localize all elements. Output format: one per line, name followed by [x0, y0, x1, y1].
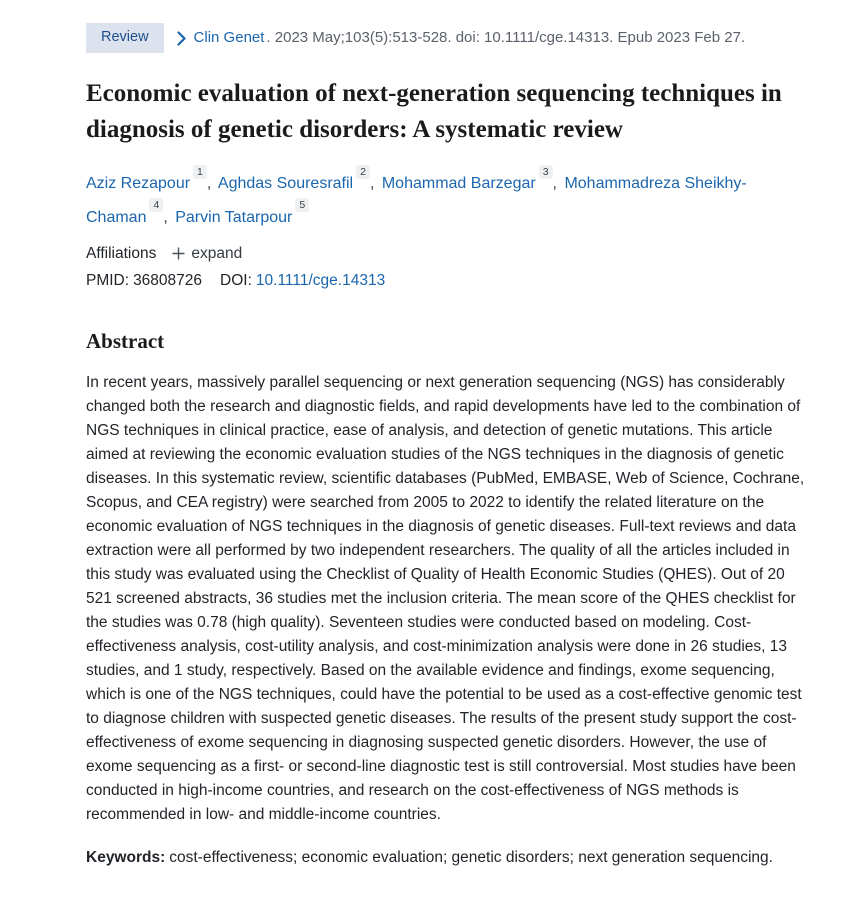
author-separator: ,: [206, 175, 212, 193]
affiliations-label: Affiliations: [86, 244, 157, 262]
citation-text: . 2023 May;103(5):513-528. doi: 10.1111/cge.14313. Epub 2023 Feb 27.: [266, 29, 746, 46]
affiliation-superscript[interactable]: 5: [295, 198, 309, 212]
author-link[interactable]: Parvin Tatarpour: [175, 208, 293, 226]
journal-link[interactable]: Clin Genet: [193, 29, 265, 46]
pubmed-abstract-page: [86, 0, 808, 870]
keywords-label: Keywords:: [86, 848, 166, 866]
expand-label: expand: [191, 244, 243, 262]
author-item: [381, 166, 565, 193]
identifiers-row: [86, 272, 808, 290]
author-item: [86, 166, 218, 193]
publication-type-badge: Review: [86, 23, 164, 53]
authors-list: [86, 165, 808, 232]
affiliation-superscript[interactable]: 2: [356, 165, 370, 179]
author-link[interactable]: Aghdas Souresrafil: [217, 175, 354, 193]
doi-group: [220, 272, 385, 289]
chevron-right-icon: [176, 31, 187, 46]
article-citation-header: [86, 23, 808, 53]
author-link[interactable]: Aziz Rezapour: [86, 175, 191, 193]
affiliation-superscript[interactable]: 3: [539, 165, 553, 179]
plus-icon: [172, 247, 185, 260]
doi-label: DOI:: [220, 271, 252, 289]
author-separator: ,: [369, 175, 375, 193]
author-separator: ,: [163, 208, 168, 226]
abstract-text: In recent years, massively parallel sequencing or next generation sequencing (NGS) has considerably changed both the research and diagnostic fields, and rapid developments have led to the combination of NGS techniques in clinical practice, ease of analysis, and detection of genetic mutations. This article aimed at reviewing the economic evaluation studies of the NGS techniques in the diagnosis of genetic diseases. In this systematic review, scientific databases (PubMed, EMBASE, Web of Science, Cochrane, Scopus, and CEA registry) were searched from 2005 to 2022 to identify the related literature on the economic evaluation of NGS techniques in the diagnosis of genetic diseases. Full-text reviews and data extraction were all performed by two independent researchers. The quality of all the articles included in this study was evaluated using the Checklist of Quality of Health Economic Studies (QHES). Out of 20 521 screened abstracts, 36 studies met the inclusion criteria. The mean score of the QHES checklist for the studies was 0.78 (high quality). Seventeen studies were conducted based on modeling. Cost-effectiveness analysis, cost-utility analysis, and cost-minimization analysis were done in 26 studies, 13 studies, and 1 study, respectively. Based on the available evidence and findings, exome sequencing, which is one of the NGS techniques, could have the potential to be used as a cost-effective genomic test to diagnose children with suspected genetic diseases. The results of the present study support the cost-effectiveness of exome sequencing in diagnosing suspected genetic disorders. However, the use of exome sequencing as a first- or second-line diagnostic test is still controversial. Most studies have been conducted in high-income countries, and research on the cost-effectiveness of NGS methods is recommended in low- and middle-income countries.: [86, 373, 805, 823]
author-separator: ,: [552, 175, 557, 193]
author-item: [175, 199, 309, 226]
expand-affiliations-button[interactable]: [172, 245, 242, 263]
pmid-label: PMID:: [86, 271, 130, 289]
keywords-paragraph: [86, 846, 808, 870]
affiliation-superscript[interactable]: 4: [149, 198, 163, 212]
doi-link[interactable]: 10.1111/cge.14313: [255, 271, 386, 289]
keywords-text: cost-effectiveness; economic evaluation; genetic disorders; next generation sequencing.: [169, 848, 773, 866]
author-item: [217, 166, 382, 193]
pmid-value: 36808726: [133, 271, 203, 289]
affiliation-superscript[interactable]: 1: [193, 165, 207, 179]
author-link[interactable]: Mohammad Barzegar: [381, 175, 536, 193]
author-link[interactable]: Mohammadreza Sheikhy-Chaman: [86, 175, 747, 226]
article-title: Economic evaluation of next-generation sequencing techniques in diagnosis of genetic disorders: A systematic review: [86, 80, 782, 143]
abstract-heading: Abstract: [86, 328, 165, 353]
affiliations-row: [86, 245, 808, 263]
